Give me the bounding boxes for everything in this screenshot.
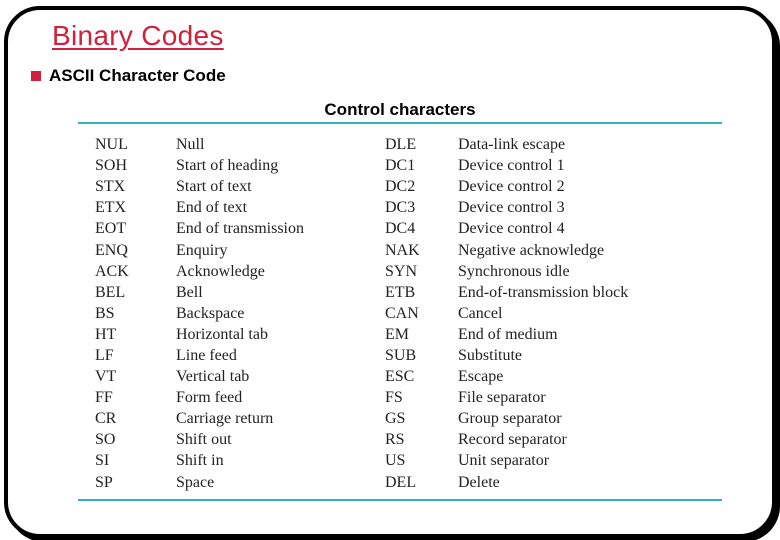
code-name: Device control 4 xyxy=(458,220,565,238)
code-abbreviation: FF xyxy=(95,389,113,407)
slide-title: Binary Codes xyxy=(52,20,224,51)
code-abbreviation: STX xyxy=(95,178,126,196)
code-name: Backspace xyxy=(176,304,245,322)
control-characters-figure xyxy=(78,98,722,501)
table-row xyxy=(78,282,698,303)
code-name: Form feed xyxy=(176,389,243,407)
code-abbreviation: DC2 xyxy=(385,178,416,196)
code-abbreviation: ETB xyxy=(385,283,416,301)
code-name: File separator xyxy=(458,389,546,407)
code-abbreviation: FS xyxy=(385,389,403,407)
table-title: Control characters xyxy=(324,100,476,119)
table-row xyxy=(78,429,698,450)
table-row xyxy=(78,345,698,366)
code-name: Cancel xyxy=(458,304,503,322)
code-abbreviation: DEL xyxy=(385,473,417,491)
code-name: Horizontal tab xyxy=(176,325,268,343)
code-name: Shift in xyxy=(176,452,224,470)
code-abbreviation: BEL xyxy=(95,283,126,301)
control-characters-table xyxy=(78,134,698,493)
code-abbreviation: DC3 xyxy=(385,199,416,217)
table-row xyxy=(78,450,698,471)
code-abbreviation: EOT xyxy=(95,220,127,238)
table-row xyxy=(78,197,698,218)
table-row xyxy=(78,303,698,324)
code-abbreviation: LF xyxy=(95,346,114,364)
code-name: Negative acknowledge xyxy=(458,241,605,259)
code-name: Shift out xyxy=(176,431,232,449)
bullet-item xyxy=(31,66,226,86)
code-abbreviation: CR xyxy=(95,410,117,428)
code-abbreviation: NAK xyxy=(385,241,420,259)
code-abbreviation: NUL xyxy=(95,136,128,154)
code-abbreviation: VT xyxy=(95,368,117,386)
code-name: Device control 1 xyxy=(458,157,565,175)
table-top-rule xyxy=(78,122,722,124)
table-row xyxy=(78,239,698,260)
code-name: End of medium xyxy=(458,325,558,343)
code-name: Data-link escape xyxy=(458,136,566,154)
code-name: Line feed xyxy=(176,346,237,364)
code-name: End-of-transmission block xyxy=(458,283,629,301)
code-abbreviation: ACK xyxy=(95,262,129,280)
table-row xyxy=(78,472,698,493)
code-abbreviation: EM xyxy=(385,325,409,343)
code-abbreviation: BS xyxy=(95,304,115,322)
code-abbreviation: SI xyxy=(95,452,110,470)
table-row xyxy=(78,176,698,197)
code-abbreviation: DC4 xyxy=(385,220,416,238)
code-abbreviation: GS xyxy=(385,410,406,428)
code-name: Substitute xyxy=(458,346,523,364)
table-row xyxy=(78,134,698,155)
table-row xyxy=(78,261,698,282)
code-abbreviation: CAN xyxy=(385,304,419,322)
code-name: Unit separator xyxy=(458,452,550,470)
code-name: Space xyxy=(176,473,215,491)
code-abbreviation: HT xyxy=(95,325,117,343)
code-name: Start of heading xyxy=(176,157,279,175)
table-row xyxy=(78,218,698,239)
bullet-text: ASCII Character Code xyxy=(49,66,226,85)
table-row xyxy=(78,155,698,176)
code-abbreviation: DC1 xyxy=(385,157,416,175)
code-name: Group separator xyxy=(458,410,562,428)
code-abbreviation: SOH xyxy=(95,157,128,175)
code-name: Device control 2 xyxy=(458,178,565,196)
table-body xyxy=(78,134,698,493)
code-abbreviation: ETX xyxy=(95,199,127,217)
code-name: Synchronous idle xyxy=(458,262,570,280)
code-name: End of transmission xyxy=(176,220,304,238)
code-abbreviation: SP xyxy=(95,473,113,491)
code-abbreviation: DLE xyxy=(385,136,417,154)
code-abbreviation: US xyxy=(385,452,406,470)
code-name: Delete xyxy=(458,473,500,491)
table-row xyxy=(78,324,698,345)
code-name: Start of text xyxy=(176,178,252,196)
code-abbreviation: SUB xyxy=(385,346,417,364)
table-row xyxy=(78,387,698,408)
code-name: Record separator xyxy=(458,431,567,449)
code-name: Enquiry xyxy=(176,241,228,259)
code-name: End of text xyxy=(176,199,248,217)
code-abbreviation: ENQ xyxy=(95,241,128,259)
code-name: Bell xyxy=(176,283,203,301)
table-row xyxy=(78,366,698,387)
code-abbreviation: RS xyxy=(385,431,405,449)
code-name: Acknowledge xyxy=(176,262,265,280)
square-bullet-icon xyxy=(31,71,41,81)
code-abbreviation: SYN xyxy=(385,262,418,280)
code-name: Vertical tab xyxy=(176,368,250,386)
code-name: Null xyxy=(176,136,205,154)
table-bottom-rule xyxy=(78,499,722,501)
code-name: Device control 3 xyxy=(458,199,565,217)
table-row xyxy=(78,408,698,429)
code-name: Escape xyxy=(458,368,504,386)
code-name: Carriage return xyxy=(176,410,274,428)
code-abbreviation: SO xyxy=(95,431,116,449)
code-abbreviation: ESC xyxy=(385,368,415,386)
